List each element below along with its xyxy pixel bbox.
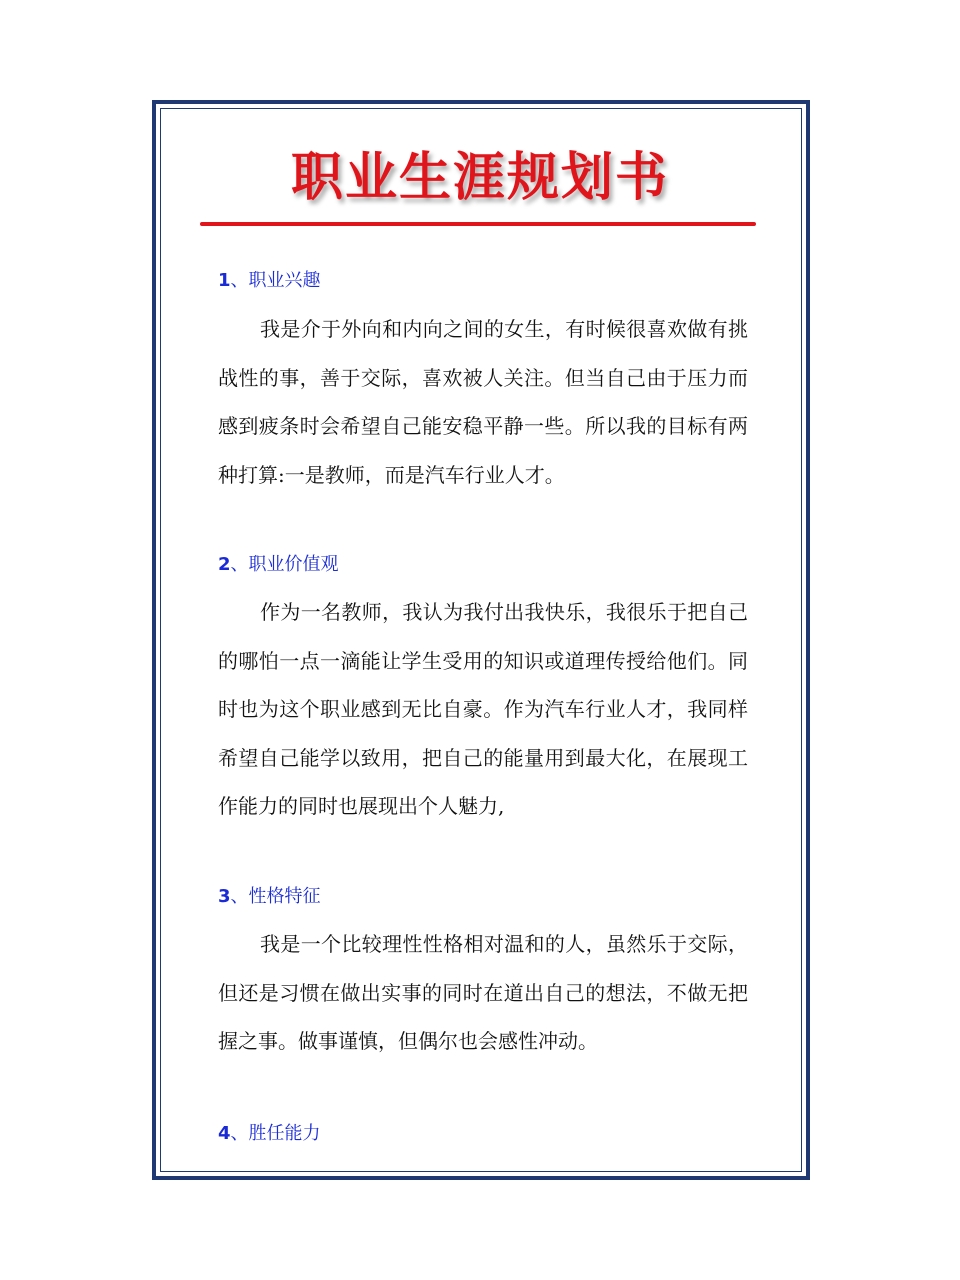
document-title: 职业生涯规划书 (290, 147, 669, 208)
section-body-personality: 我是一个比较理性性格相对温和的人，虽然乐于交际，但还是习惯在做出实事的同时在道出自己的想法，不做无把握之事。做事谨慎，但偶尔也会感性冲动。 (218, 932, 748, 1053)
section-heading-personality (218, 882, 321, 912)
section-heading-text: 、胜任能力 (230, 1123, 321, 1144)
section-body-career-interest: 我是介于外向和内向之间的女生，有时候很喜欢做有挑战性的事，善于交际，喜欢被人关注。但当自己由于压力而感到疲条时会希望自己能安稳平静一些。所以我的目标有两种打算:一是教师，而是汽车行业人才。 (218, 317, 748, 487)
section-number: 3 (218, 886, 231, 907)
section-number: 2 (218, 554, 231, 575)
section-heading-competency (218, 1119, 321, 1149)
section-body-career-values: 作为一名教师，我认为我付出我快乐，我很乐于把自己的哪怕一点一滴能让学生受用的知识或道理传授给他们。同时也为这个职业感到无比自豪。作为汽车行业人才，我同样希望自己能学以致用，把自己的能量用到最大化，在展现工作能力的同时也展现出个人魅力, (218, 600, 748, 818)
section-heading-career-interest (218, 266, 321, 296)
section-number: 1 (218, 270, 231, 291)
section-heading-text: 、性格特征 (230, 886, 321, 907)
section-heading-career-values (218, 550, 339, 580)
title-underline (200, 222, 756, 226)
section-heading-text: 、职业价值观 (230, 554, 339, 575)
section-number: 4 (218, 1123, 231, 1144)
section-heading-text: 、职业兴趣 (230, 270, 321, 291)
